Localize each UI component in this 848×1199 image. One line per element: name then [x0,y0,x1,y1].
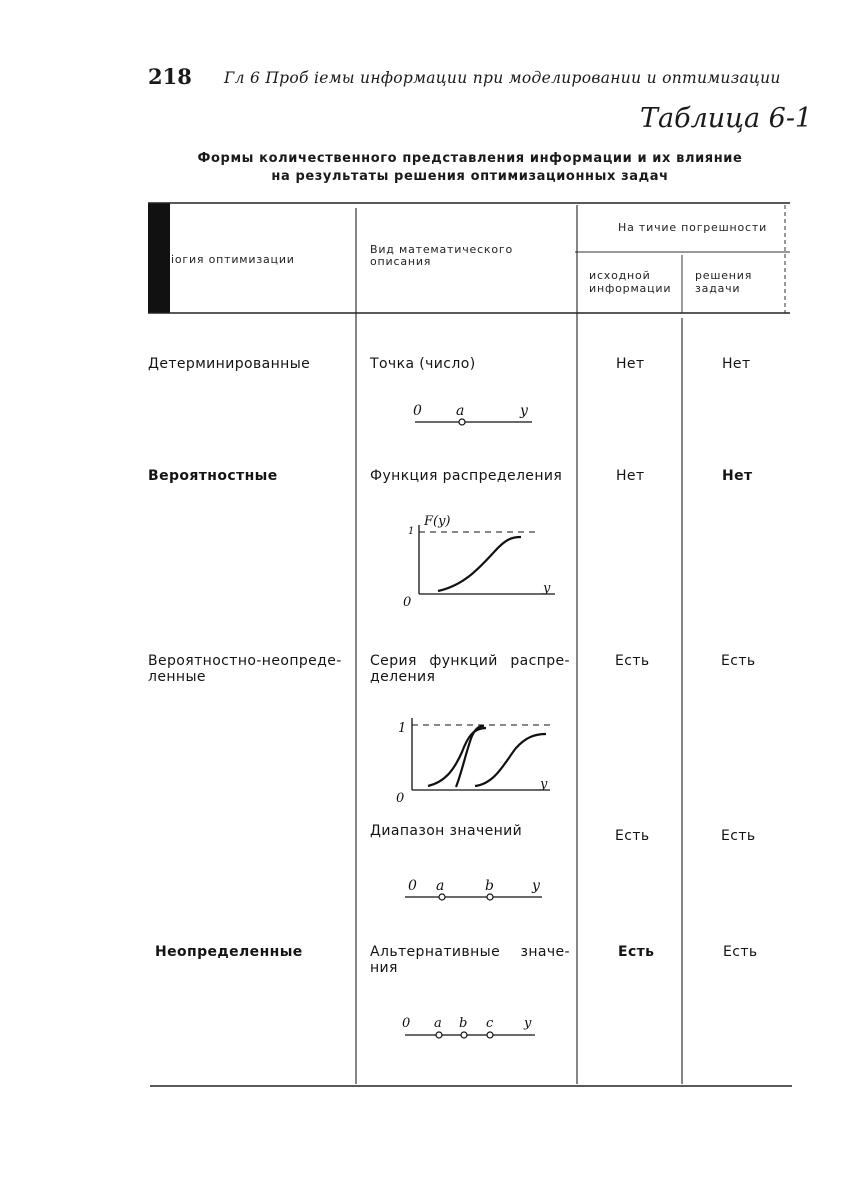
figure-cdf [395,505,565,610]
figure-cdf-zero: 0 [403,595,412,610]
figure-point-a: a [456,403,465,419]
figure-range-a: a [436,878,445,894]
row-4-source-error: Есть [615,828,650,844]
row-3-category-line-1: Вероятностно-неопреде- [148,653,342,669]
row-1-source-error: Нет [616,356,645,372]
figure-alt-b: b [459,1016,468,1031]
figure-series-zero: 0 [396,791,405,806]
row-2-source-error: Нет [616,468,645,484]
header-description-line-2: описания [370,255,432,268]
row-4-description: Диапазон значений [370,823,523,839]
figure-point [380,398,550,434]
figure-point-zero: 0 [413,403,422,419]
row-1-description: Точка (число) [370,356,476,372]
figure-series-one: 1 [398,721,407,736]
table-caption-line-2: на результаты решения оптимизационных задач [271,169,669,184]
figure-alt-a: a [434,1016,442,1031]
row-2-description: Функция распределения [370,468,563,484]
binding-shadow [148,203,170,313]
row-3-category-line-2: ленные [148,669,206,685]
row-5-source-error: Есть [618,944,655,960]
header-source-error-line-2: информации [589,282,672,295]
row-5-solution-error: Есть [723,944,758,960]
figure-alt-c: c [486,1016,494,1031]
row-1-solution-error: Нет [722,356,751,372]
row-3-description-line-2: деления [370,669,436,685]
header-solution-error-line-2: задачи [695,282,741,295]
header-error-group: На тичие погрешности [618,221,768,234]
row-4-solution-error: Есть [721,828,756,844]
figure-cdf-one: 1 [408,526,415,537]
row-3-solution-error: Есть [721,653,756,669]
header-solution-error-line-1: решения [695,269,753,282]
row-3-description-line-1: Серия функций распре- [370,653,570,669]
figure-cdf-fy: F(y) [424,514,451,529]
figure-range-y: y [532,878,540,894]
figure-alt-zero: 0 [402,1016,411,1031]
row-1-category: Детерминированные [148,356,311,372]
figure-alternatives [390,1010,560,1046]
figure-point-y: y [520,403,528,419]
header-source-error-line-1: исходной [589,269,651,282]
header-category: іогия оптимизации [171,253,295,266]
row-3-source-error: Есть [615,653,650,669]
running-title: Гл 6 Проб іемы информации при моделировании и оптимизации [224,69,781,87]
row-2-solution-error: Нет [722,468,753,484]
figure-range-b: b [485,878,494,894]
page-number: 218 [148,64,192,89]
row-5-description-line-2: ния [370,960,398,976]
figure-range [390,872,560,908]
table-caption-line-1: Формы количественного представления информации и их влияние [197,151,743,166]
row-2-category: Вероятностные [148,468,278,484]
figure-cdf-series [390,710,560,810]
row-5-description-line-1: Альтернативные значе- [370,944,570,960]
figure-cdf-y: y [543,581,551,596]
table-label: Таблица 6-1 [640,103,813,134]
figure-range-zero: 0 [408,878,417,894]
header-description-line-1: Вид математического [370,243,514,256]
figure-alt-y: y [524,1016,532,1031]
row-5-category: Неопределенные [155,944,303,960]
figure-series-y: y [540,777,548,792]
